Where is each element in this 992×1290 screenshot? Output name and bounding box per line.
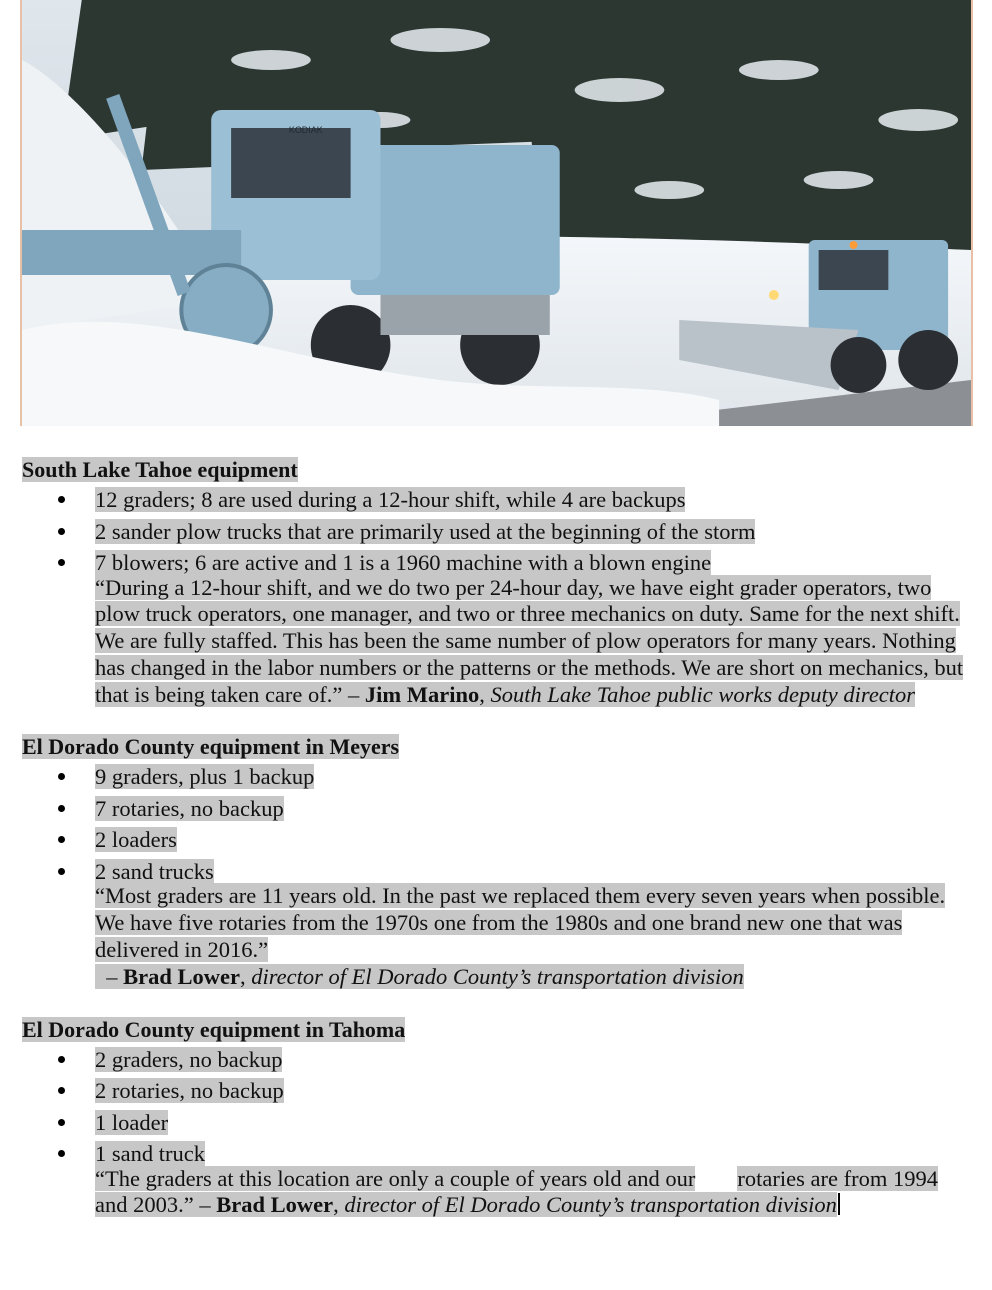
section-heading: El Dorado County equipment in Tahoma (22, 1016, 406, 1042)
list-item: 2 sander plow trucks that are primarily used at the beginning of the storm (22, 516, 972, 548)
equipment-list (22, 1044, 972, 1170)
quote-block: “During a 12-hour shift, and we do two per 24-hour day, we have eight grader operators, two plow truck operators, one manager, and two or three mechanics on duty. Same for the next shift. We are fully staffed. This has been the same number of plow operators for many years. Nothing has changed in the labor numbers or the patterns or the methods. We are short on mechanics, but that is being taken care of.” – Jim Marino, South Lake Tahoe public works deputy director (95, 574, 964, 707)
equipment-list (22, 484, 972, 579)
bullet-icon (58, 805, 65, 812)
equipment-list (22, 761, 972, 887)
bullet-icon (58, 1119, 65, 1126)
list-item: 1 loader (22, 1107, 972, 1139)
speaker-role: South Lake Tahoe public works deputy director (490, 681, 916, 707)
bullet-icon (58, 1087, 65, 1094)
quote-text-continued: rotaries are from 1994 and 2003.” (95, 1165, 938, 1218)
section-meyers (22, 733, 972, 990)
section-heading: El Dorado County equipment in Meyers (22, 734, 400, 760)
text-cursor (838, 1193, 840, 1215)
speaker-name: Jim Marino (364, 681, 480, 707)
section-tahoma (22, 1016, 972, 1220)
section-heading: South Lake Tahoe equipment (22, 457, 298, 482)
list-item: 2 loaders (22, 824, 972, 856)
section-south-lake-tahoe (22, 456, 972, 708)
list-item: 2 sand trucks (22, 856, 972, 888)
list-item: 7 rotaries, no backup (22, 793, 972, 825)
list-item: 1 sand truck (22, 1138, 972, 1170)
quote-text: “The graders at this location are only a couple of years old and our (95, 1165, 696, 1191)
bullet-icon (58, 528, 65, 535)
bullet-icon (58, 1056, 65, 1063)
quote-text: “During a 12-hour shift, and we do two per 24-hour day, we have eight grader operators, two plow truck operators, one manager, and two or three mechanics on duty. Same for the next shift. We are fully staffed. This has been the same number of plow operators for many years. Nothing has changed in the labor numbers or the patterns or the methods. We are short on mechanics, but that is being taken care of.” (95, 574, 964, 707)
list-item: 7 blowers; 6 are active and 1 is a 1960 machine with a blown engine (22, 547, 972, 579)
bullet-icon (58, 773, 65, 780)
speaker-role: director of El Dorado County’s transportation division (344, 1192, 837, 1218)
list-item: 9 graders, plus 1 backup (22, 761, 972, 793)
speaker-name: Brad Lower (216, 1192, 334, 1218)
quote-block: “Most graders are 11 years old. In the past we replaced them every seven years when possible. We have five rotaries from the 1970s one from the 1980s and one brand new one that was delivered in 2016.” – Brad Lower, director of El Dorado County’s transportation division (95, 883, 946, 989)
plate-text: KODIAK (288, 124, 323, 136)
snow-blower-and-grader-image (22, 0, 971, 426)
bullet-icon (58, 1150, 65, 1157)
equipment-document (22, 456, 972, 1244)
bullet-icon (58, 559, 65, 566)
bullet-icon (58, 496, 65, 503)
quote-text: “Most graders are 11 years old. In the past we replaced them every seven years when possible. We have five rotaries from the 1970s one from the 1980s and one brand new one that was delivered in 2016.” (95, 883, 946, 963)
snow-removal-photo (20, 0, 973, 426)
bullet-icon (58, 836, 65, 843)
quote-block: “The graders at this location are only a couple of years old and our rotaries are from 1994 and 2003.” – Brad Lower, director of El Dorado County’s transportation division (95, 1165, 938, 1218)
list-item: 12 graders; 8 are used during a 12-hour shift, while 4 are backups (22, 484, 972, 516)
bullet-icon (58, 868, 65, 875)
list-item: 2 graders, no backup (22, 1044, 972, 1076)
speaker-role: director of El Dorado County’s transportation division (251, 963, 744, 989)
speaker-name: Brad Lower (123, 963, 240, 989)
list-item: 2 rotaries, no backup (22, 1075, 972, 1107)
